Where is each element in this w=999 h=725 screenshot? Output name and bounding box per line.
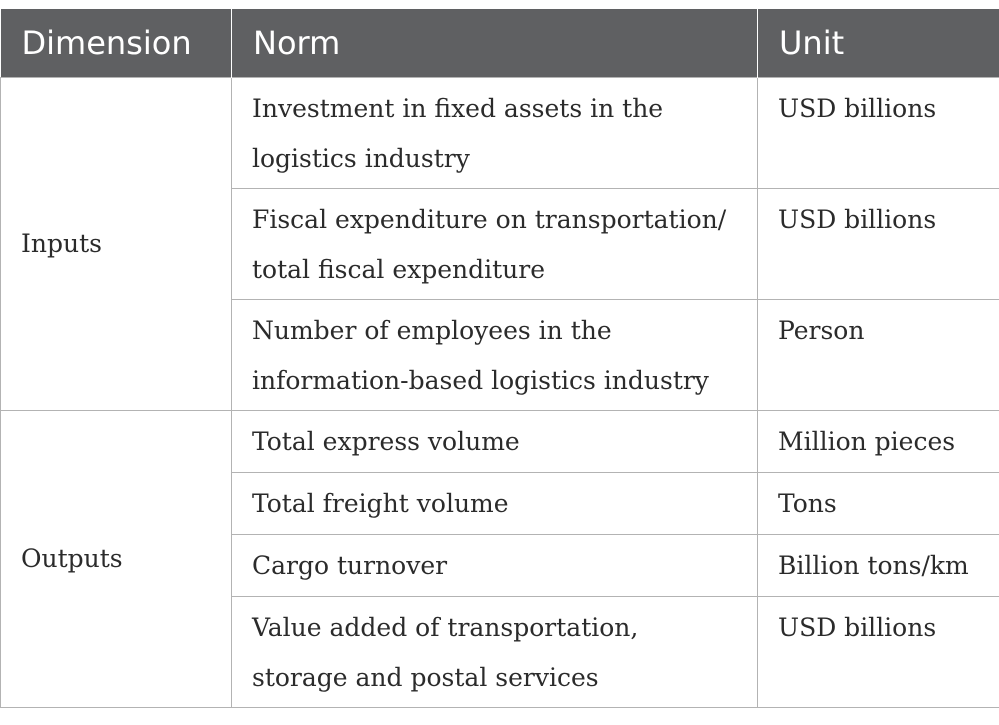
indicator-table	[0, 9, 999, 708]
table-row	[1, 77, 999, 188]
table-body	[1, 77, 999, 707]
norm-cell: Investment in fixed assets in the logistics industry	[232, 77, 758, 188]
table-row	[1, 410, 999, 472]
norm-cell: Cargo turnover	[232, 534, 758, 596]
header-dimension: Dimension	[1, 9, 232, 77]
norm-cell: Fiscal expenditure on transportation/ total fiscal expenditure	[232, 188, 758, 299]
unit-cell: USD billions	[758, 596, 999, 707]
header-unit: Unit	[758, 9, 999, 77]
unit-cell: USD billions	[758, 188, 999, 299]
table-header	[1, 9, 999, 77]
unit-cell: Tons	[758, 472, 999, 534]
dimension-cell-inputs: Inputs	[1, 77, 232, 410]
dimension-cell-outputs: Outputs	[1, 410, 232, 707]
norm-cell: Value added of transportation, storage and postal services	[232, 596, 758, 707]
header-norm: Norm	[232, 9, 758, 77]
indicator-table-container	[0, 9, 999, 708]
norm-cell: Number of employees in the information-based logistics industry	[232, 299, 758, 410]
unit-cell: Person	[758, 299, 999, 410]
unit-cell: Million pieces	[758, 410, 999, 472]
unit-cell: USD billions	[758, 77, 999, 188]
header-row	[1, 9, 999, 77]
unit-cell: Billion tons/km	[758, 534, 999, 596]
norm-cell: Total freight volume	[232, 472, 758, 534]
norm-cell: Total express volume	[232, 410, 758, 472]
